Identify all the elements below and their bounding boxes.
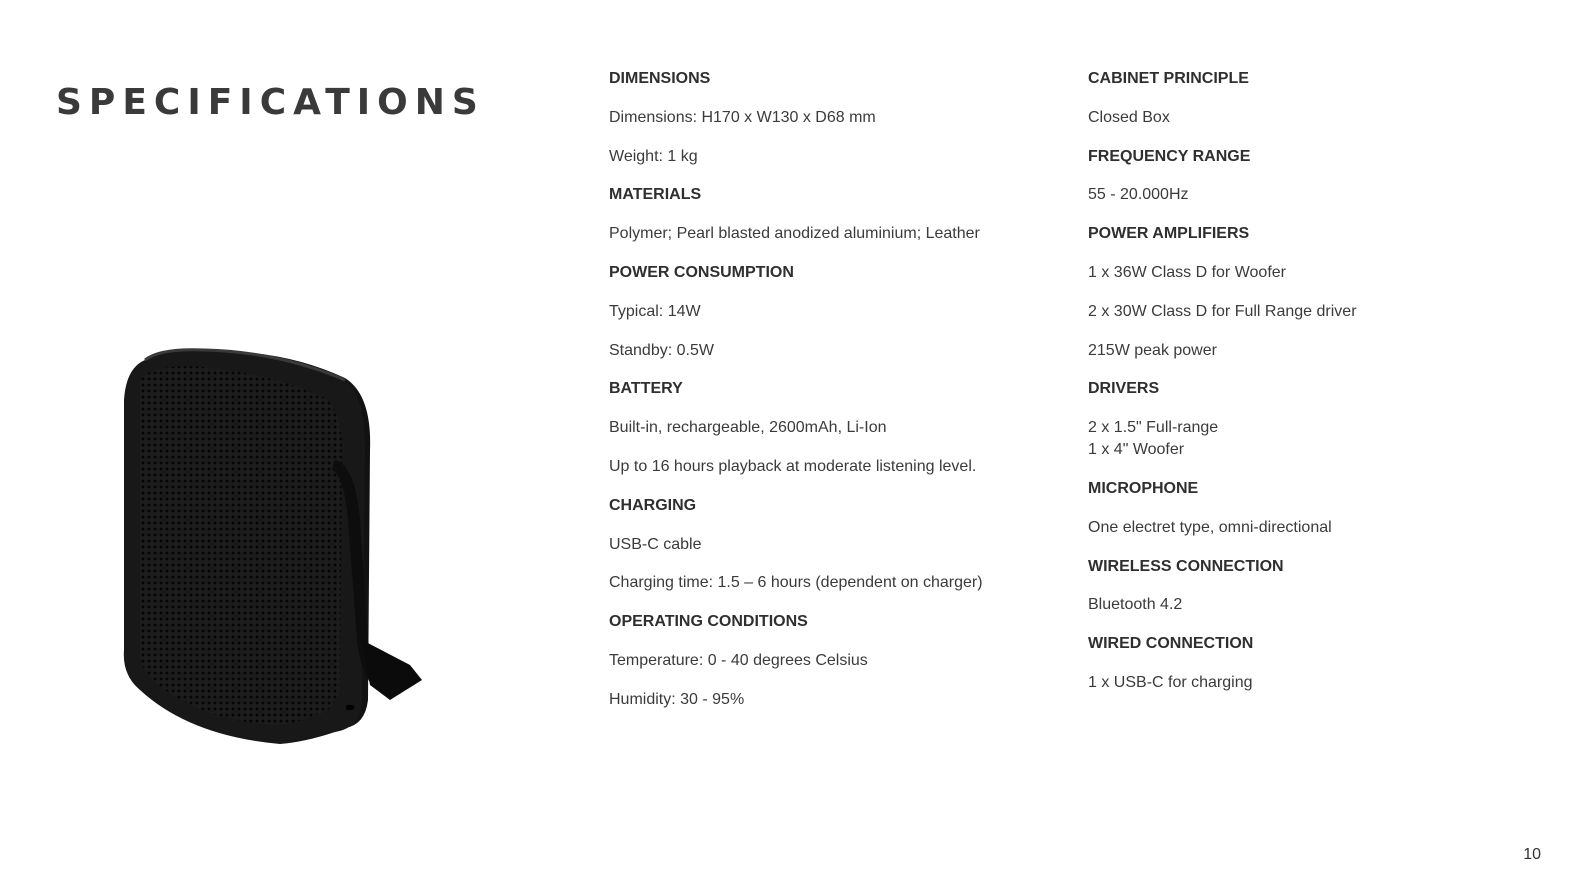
spec-value: Bluetooth 4.2 — [1088, 596, 1183, 614]
speaker-image — [110, 340, 440, 750]
specs-right-column — [1088, 68, 1538, 711]
page-number: 10 — [1523, 846, 1541, 863]
spec-value: Polymer; Pearl blasted anodized aluminium; Leather — [609, 225, 980, 243]
spec-heading: DIMENSIONS — [609, 70, 711, 87]
spec-heading: CABINET PRINCIPLE — [1088, 70, 1249, 87]
spec-heading: OPERATING CONDITIONS — [609, 613, 808, 631]
spec-value: Humidity: 30 - 95% — [609, 690, 745, 708]
spec-value: 215W peak power — [1088, 341, 1217, 359]
spec-value: USB-C cable — [609, 535, 702, 553]
spec-value: Weight: 1 kg — [609, 147, 698, 165]
spec-value: 55 - 20.000Hz — [1088, 186, 1189, 204]
specs-left-column — [609, 68, 1059, 728]
spec-value: Charging time: 1.5 – 6 hours (dependent on charger) — [609, 574, 983, 592]
spec-heading: BATTERY — [609, 380, 683, 398]
spec-heading: WIRELESS CONNECTION — [1088, 557, 1284, 575]
spec-value — [1088, 417, 1538, 461]
spec-value-line: 2 x 1.5" Full-range — [1088, 419, 1219, 437]
spec-value: 1 x 36W Class D for Woofer — [1088, 263, 1286, 281]
page-title: SPECIFICATIONS — [56, 82, 485, 123]
spec-heading: POWER AMPLIFIERS — [1088, 225, 1250, 243]
spec-value: Built-in, rechargeable, 2600mAh, Li-Ion — [609, 419, 887, 437]
spec-heading: FREQUENCY RANGE — [1088, 147, 1251, 165]
spec-value: Standby: 0.5W — [609, 341, 714, 359]
spec-heading: MATERIALS — [609, 186, 702, 204]
spec-heading: MICROPHONE — [1088, 479, 1199, 497]
spec-value: 2 x 30W Class D for Full Range driver — [1088, 302, 1357, 320]
spec-heading: DRIVERS — [1088, 380, 1160, 398]
spec-value-line: 1 x 4" Woofer — [1088, 441, 1185, 459]
spec-value: Closed Box — [1088, 108, 1170, 126]
spec-value: 1 x USB-C for charging — [1088, 673, 1253, 691]
spec-value: One electret type, omni-directional — [1088, 518, 1332, 536]
spec-heading: WIRED CONNECTION — [1088, 635, 1254, 653]
spec-value: Typical: 14W — [609, 302, 701, 320]
spec-heading: CHARGING — [609, 496, 697, 514]
spec-heading: POWER CONSUMPTION — [609, 263, 794, 281]
spec-value: Temperature: 0 - 40 degrees Celsius — [609, 651, 868, 669]
speaker-illustration — [110, 340, 440, 750]
spec-value: Dimensions: H170 x W130 x D68 mm — [609, 108, 876, 126]
spec-value: Up to 16 hours playback at moderate listening level. — [609, 457, 977, 475]
